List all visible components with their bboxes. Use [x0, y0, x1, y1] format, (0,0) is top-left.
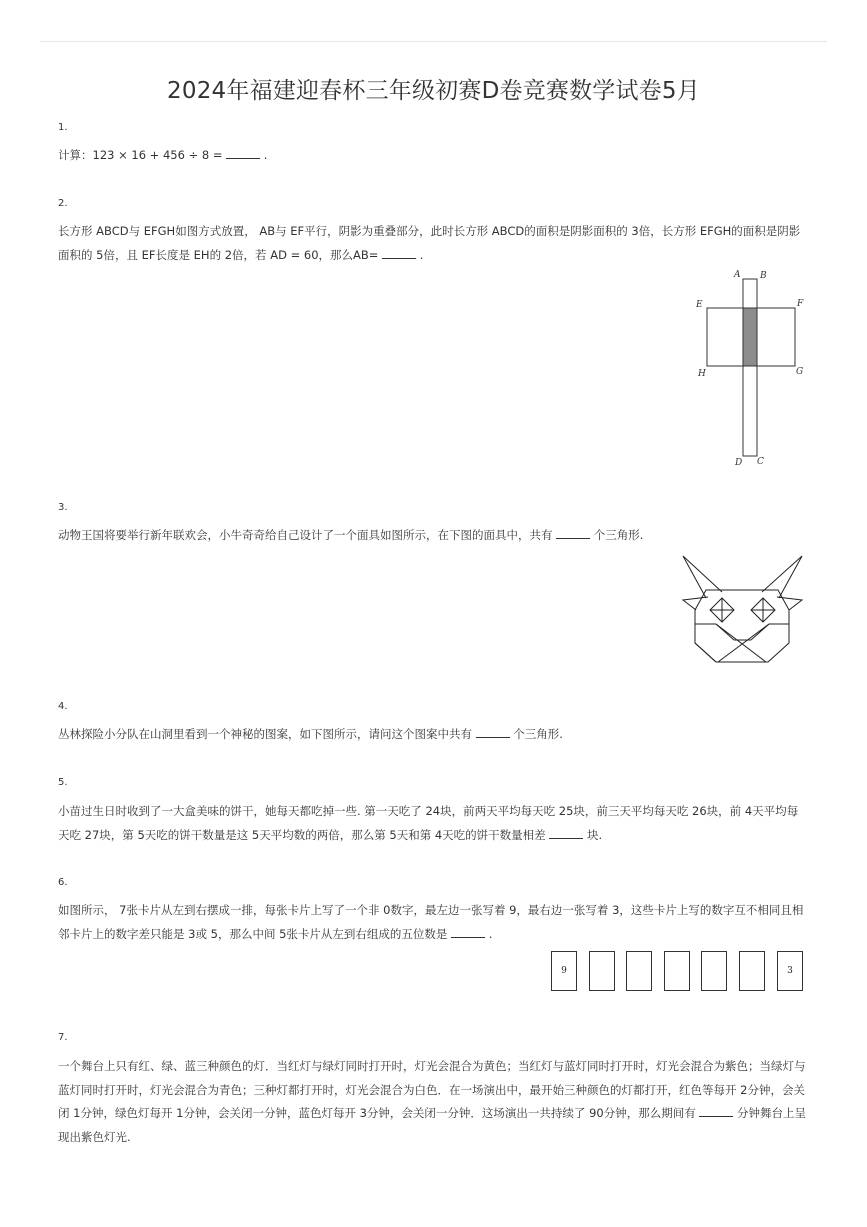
- label-c: C: [757, 457, 764, 467]
- rect-abcd: [743, 279, 757, 456]
- question-number: 1.: [58, 122, 68, 133]
- question-number: 4.: [58, 701, 68, 712]
- question-number: 5.: [58, 777, 68, 788]
- rectangles-figure: [690, 266, 810, 472]
- answer-blank[interactable]: [556, 528, 590, 539]
- card: [589, 951, 615, 991]
- header-divider: [40, 41, 827, 42]
- question-number: 7.: [58, 1032, 68, 1043]
- card: [701, 951, 727, 991]
- card: [626, 951, 652, 991]
- card: 3: [777, 951, 803, 991]
- answer-blank[interactable]: [382, 248, 416, 259]
- label-h: H: [698, 369, 706, 379]
- bull-mask-figure: [678, 552, 808, 668]
- label-g: G: [796, 367, 804, 377]
- label-a: A: [734, 270, 741, 280]
- label-f: F: [797, 299, 804, 309]
- shaded-overlap: [743, 308, 757, 366]
- answer-blank[interactable]: [549, 828, 583, 839]
- question-number: 2.: [58, 198, 68, 209]
- question-text: 小苗过生日时收到了一大盒美味的饼干，她每天都吃掉一些. 第一天吃了 24块，前两天平均每天吃 25块，前三天平均每天吃 26块，前 4天平均每天吃 27块，第 5天吃的饼干数量是这 5天平均数的两倍，那么第 5天和第 4天吃的饼干数量相差 块.: [58, 804, 799, 842]
- question-text: 动物王国将要举行新年联欢会，小牛奇奇给自己设计了一个面具如图所示，在下图的面具中，共有 个三角形.: [58, 528, 644, 542]
- card: [739, 951, 765, 991]
- answer-blank[interactable]: [476, 727, 510, 738]
- page-title: 2024年福建迎春杯三年级初赛D卷竞赛数学试卷5月: [167, 78, 700, 104]
- question-text: 一个舞台上只有红、绿、蓝三种颜色的灯．当红灯与绿灯同时打开时，灯光会混合为黄色；当红灯与蓝灯同时打开时，灯光会混合为紫色；当绿灯与蓝灯同时打开时，灯光会混合为青色；三种灯都打开时，灯光会混合为白色．在一场演出中，最开始三种颜色的灯都打开，红色等每开 2分钟，会关闭 1分钟，绿色灯每开 1分钟，会关闭一分钟，蓝色灯每开 3分钟，会关闭一分钟．这场演出一共持续了 90分钟，那么期间有 分钟舞台上呈现出紫色灯光.: [58, 1059, 807, 1144]
- answer-blank[interactable]: [226, 148, 260, 159]
- answer-blank[interactable]: [699, 1106, 733, 1117]
- question-number: 6.: [58, 877, 68, 888]
- label-d: D: [735, 458, 743, 468]
- label-b: B: [760, 271, 767, 281]
- card: 9: [551, 951, 577, 991]
- answer-blank[interactable]: [451, 927, 485, 938]
- right-ear: [777, 597, 802, 610]
- right-horn: [762, 556, 802, 598]
- label-e: E: [696, 300, 703, 310]
- question-text: 计算：123 × 16 + 456 ÷ 8 = .: [58, 148, 268, 162]
- card: [664, 951, 690, 991]
- left-ear: [683, 597, 708, 610]
- question-text: 丛林探险小分队在山洞里看到一个神秘的图案，如下图所示，请问这个图案中共有 个三角形.: [58, 727, 563, 741]
- left-horn: [683, 556, 722, 598]
- question-number: 3.: [58, 502, 68, 513]
- face-outline: [695, 590, 789, 662]
- question-text: 如图所示， 7张卡片从左到右摆成一排，每张卡片上写了一个非 0数字，最左边一张写着 9，最右边一张写着 3，这些卡片上写的数字互不相同且相邻卡片上的数字差只能是 3或 5，那么中间 5张卡片从左到右组成的五位数是 .: [58, 903, 804, 941]
- question-text: 长方形 ABCD与 EFGH如图方式放置， AB与 EF平行，阴影为重叠部分，此时长方形 ABCD的面积是阴影面积的 3倍，长方形 EFGH的面积是阴影面积的 5倍，且 EF长度是 EH的 2倍，若 AD = 60，那么AB= .: [58, 224, 801, 262]
